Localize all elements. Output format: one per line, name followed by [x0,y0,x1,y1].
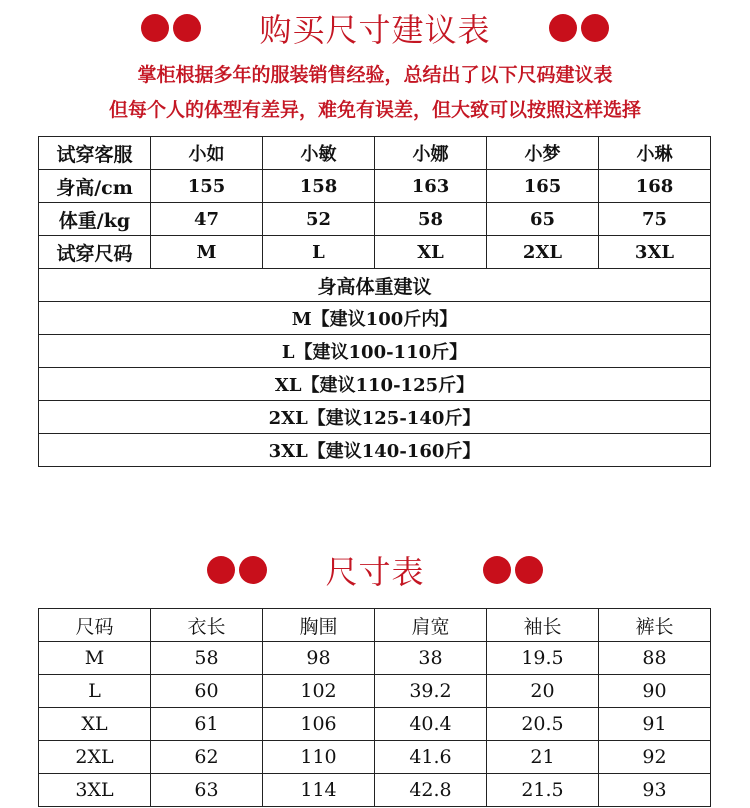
advice-row [39,434,711,467]
advice-row [39,401,711,434]
table-header-cell: 袖长 [487,609,599,642]
intro-line-1: 掌柜根据多年的服装销售经验，总结出了以下尺码建议表 [137,64,613,86]
table-cell: 163 [375,170,487,203]
table-cell: M [151,236,263,269]
advice-cell: L【建议100-110斤】 [39,335,711,368]
advice-row [39,335,711,368]
table-cell: 47 [151,203,263,236]
table-cell: 20.5 [487,708,599,741]
table-cell: M [39,642,151,675]
table-cell: XL [39,708,151,741]
size-chart-title: 尺寸表 [325,553,425,591]
advice-cell: 2XL【建议125-140斤】 [39,401,711,434]
advice-cell: M【建议100斤内】 [39,302,711,335]
decorative-dots-left [207,556,267,584]
table-row [39,675,711,708]
table-cell: 小如 [151,137,263,170]
table-cell: 65 [487,203,599,236]
size-advice-table [38,136,711,467]
table-header-cell: 裤长 [599,609,711,642]
size-advice-title: 购买尺寸建议表 [259,11,491,49]
table-header-cell: 肩宽 [375,609,487,642]
table-cell: 小梦 [487,137,599,170]
table-cell: 91 [599,708,711,741]
table-row [39,203,711,236]
table-cell: 2XL [39,741,151,774]
table-cell: 155 [151,170,263,203]
table-cell: 75 [599,203,711,236]
table-row [39,741,711,774]
table-row [39,708,711,741]
table-cell: 小敏 [263,137,375,170]
table-cell: 42.8 [375,774,487,807]
table-cell: XL [375,236,487,269]
decorative-dots-right [483,556,543,584]
size-chart-table [38,608,711,807]
table-cell: 体重/kg [39,203,151,236]
table-cell: 身高/cm [39,170,151,203]
table-cell: 21.5 [487,774,599,807]
table-cell: 60 [151,675,263,708]
decorative-dots-left [141,14,201,42]
table-cell: 93 [599,774,711,807]
table-cell: 158 [263,170,375,203]
table-cell: 19.5 [487,642,599,675]
decorative-dots-right [549,14,609,42]
table-cell: 58 [151,642,263,675]
table-cell: 小琳 [599,137,711,170]
table-cell: 61 [151,708,263,741]
table-cell: 168 [599,170,711,203]
table-header-row [39,609,711,642]
size-advice-title-row [0,8,750,48]
advice-header-row [39,269,711,302]
table-cell: 40.4 [375,708,487,741]
table-row [39,170,711,203]
table-cell: 92 [599,741,711,774]
table-cell: 试穿客服 [39,137,151,170]
table-cell: 62 [151,741,263,774]
table-cell: 3XL [599,236,711,269]
table-cell: 114 [263,774,375,807]
advice-row [39,368,711,401]
table-cell: 试穿尺码 [39,236,151,269]
table-cell: 21 [487,741,599,774]
table-header-cell: 胸围 [263,609,375,642]
table-cell: 52 [263,203,375,236]
table-cell: 小娜 [375,137,487,170]
table-row [39,236,711,269]
table-cell: L [39,675,151,708]
table-cell: 58 [375,203,487,236]
table-cell: 39.2 [375,675,487,708]
table-cell: 20 [487,675,599,708]
table-cell: 90 [599,675,711,708]
table-cell: L [263,236,375,269]
table-cell: 63 [151,774,263,807]
table-row [39,137,711,170]
table-cell: 2XL [487,236,599,269]
table-cell: 110 [263,741,375,774]
table-cell: 165 [487,170,599,203]
table-cell: 41.6 [375,741,487,774]
advice-row [39,302,711,335]
advice-cell: XL【建议110-125斤】 [39,368,711,401]
table-cell: 88 [599,642,711,675]
size-chart-title-row [0,548,750,592]
table-cell: 38 [375,642,487,675]
table-cell: 3XL [39,774,151,807]
table-header-cell: 尺码 [39,609,151,642]
table-row [39,774,711,807]
intro-line-2: 但每个人的体型有差异，难免有误差，但大致可以按照这样选择 [108,99,641,121]
table-cell: 98 [263,642,375,675]
table-header-cell: 衣长 [151,609,263,642]
table-cell: 102 [263,675,375,708]
table-row [39,642,711,675]
table-cell: 106 [263,708,375,741]
advice-cell: 3XL【建议140-160斤】 [39,434,711,467]
advice-header: 身高体重建议 [39,269,711,302]
